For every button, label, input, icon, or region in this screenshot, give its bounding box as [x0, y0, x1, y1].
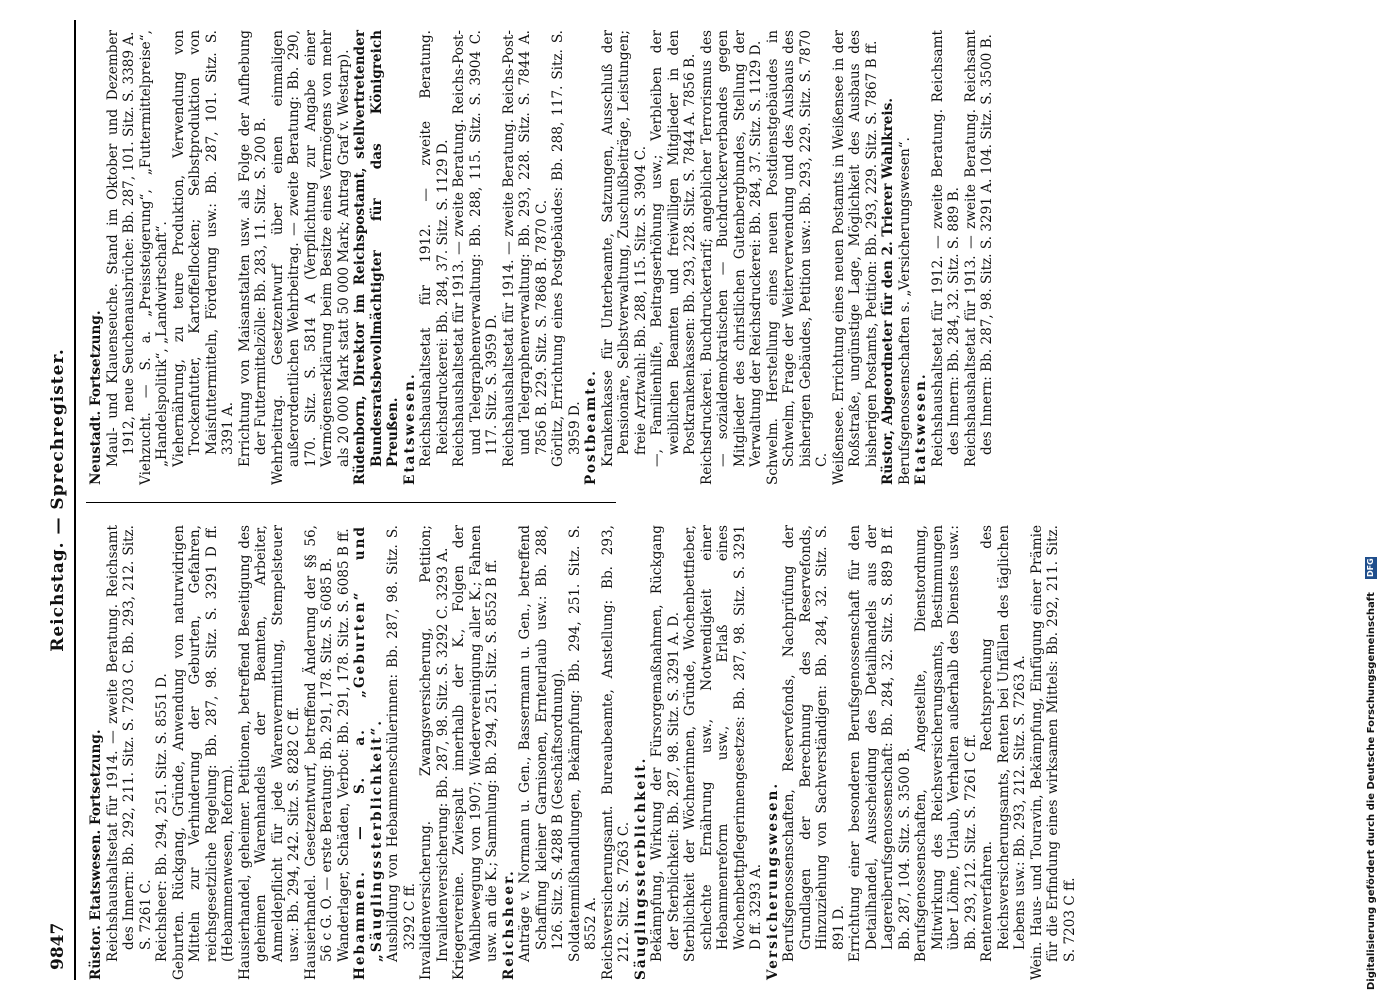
column-divider	[86, 502, 616, 503]
entry-line: Hausierhandel, geheimer. Petitionen, betreffend Beseitigung des geheimen Warenhandels der Beamten, Arbeiter, Anmeldepflicht für jede Warenvermittlung, Stempelsteuer usw.: Bb. 294, 242. Sitz. S. 8282 C ff.	[236, 525, 302, 980]
entry-line: Reichshaushaltsetat für 1914. — zweite Beratung. Reichs-Post- und Telegraphenverwaltung: Bb. 293, 228. Sitz. S. 7844 A. 7856 B. 229. Sitz. S. 7868 B. 7870 C.	[500, 30, 550, 467]
entry-line: Wein. Haus- und Touravin, Bekämpfung, Einfügung einer Prämie für die Erfindung eines wirksamen Mittels: Bb. 292, 211. Sitz. S. 7203 C ff.	[1028, 525, 1078, 980]
entry-line: Reichshaushaltsetat für 1913. — zweite Beratung. Reichsamt des Innern: Bb. 287, 98. Sitz. S. 3291 A. 104. Sitz. S. 3500 B.	[962, 30, 995, 467]
entry-line: Berufsgenossenschaften, Angestellte, Dienstordnung, Mitwirkung des Reichsversicherungsamts, Bestimmungen über Löhne, Urlaub, Verhalten außerhalb des Dienstes usw.: Bb. 293, 212. Sitz. S. 7261 C ff.	[913, 525, 979, 962]
page-number: 9847	[48, 922, 68, 970]
entry-line: Berufsgenossenschaften, Reservefonds, Nachprüfung der Grundlagen der Berechnung des Reservefonds, Hinzuziehung von Sachverständigen: Bb. 284, 32. Sitz. S. 891 D.	[781, 525, 847, 962]
entry-line: Görlitz, Errichtung eines Postgebäudes: Bb. 288, 117. Sitz. S. 3959 D.	[550, 30, 583, 467]
entry-line: Schwelm. Herstellung eines neuen Postdienstgebäudes in Schwelm, Frage der Weiterverwendung und des Ausbaus des bisherigen Gebäudes, Petition usw.: Bb. 293, 229. Sitz. S. 7870 C.	[764, 30, 830, 485]
entry-line: Krankenkasse für Unterbeamte, Satzungen, Ausschluß der Pensionäre, Selbstverwaltung, Zuschußbeiträge, Leistungen; freie Arztwahl: Bb. 288, 115. Sitz. S. 3904 C.	[599, 30, 649, 467]
subject-heading: Reichsheer.	[500, 869, 517, 980]
entry-line: Reichsversicherungsamt. Bureaubeamte, Anstellung: Bb. 293, 212. Sitz. S. 7263 C.	[599, 525, 632, 980]
subject-heading: Versicherungswesen.	[764, 781, 781, 980]
entry-line: Geburten. Rückgang, Gründe, Anwendung von naturwidrigen Mitteln zur Verhinderung der Geburten, Gefahren, reichsgesetzliche Regelung: Bb. 287, 98. Sitz. S. 3291 D ff. (Hebammenwesen, Reform).	[170, 525, 236, 980]
entry-heading: Neustadt. Fortsetzung.	[88, 310, 104, 485]
entry-line: Viehernährung, zu teure Produktion, Verwendung von Trockenfutter, Kartoffelflocken; Selbstproduktion von Maisfuttermitteln, Förderung usw.: Bb. 287, 101. Sitz. S. 3391 A.	[170, 30, 236, 467]
entry-line: Reichsheer: Bb. 294, 251. Sitz. S. 8551 D.	[154, 673, 170, 962]
column-right	[88, 30, 1288, 485]
subject-heading: Etatswesen.	[401, 372, 418, 485]
entry-line: Reichshaushaltsetat für 1912. — zweite Beratung. Reichsamt des Innern: Bb. 284, 32. Sitz. S. 889 B.	[929, 30, 962, 467]
entry-line: Wanderlager, Schäden, Verbot: Bb. 291, 178. Sitz. S. 6085 B ff.	[335, 528, 352, 962]
entry-heading: Rüdenborn, Direktor im Reichspostamt, stellvertretender Bundesratsbevollmächtigter für das Königreich Preußen.	[352, 30, 401, 485]
entry-line: Berufsgenossenschaften s. „Versicherungswesen“.	[896, 137, 913, 485]
dfg-logo: DFG	[1366, 558, 1375, 577]
entry-line: Reichsdruckerei. Buchdruckertarif; angeblicher Terrorismus des — sozialdemokratischen — Buchdruckerverbandes gegen Mitglieder des christlichen Gutenbergbundes, Stellung der Verwaltung der Reichsdruckerei: Bb. 284, 37. Sitz. S. 1129 D.	[698, 30, 764, 485]
page-header	[44, 20, 76, 980]
entry-line: Hausierhandel. Gesetzentwurf, betreffend Änderung der §§ 56, 56 c G. O. — erste Beratung: Bb. 291, 178. Sitz. S. 6085 B.	[302, 525, 335, 980]
entry-heading: Rüstor. Etatswesen. Fortsetzung.	[88, 729, 104, 980]
entry-line: Maul- und Klauenseuche. Stand im Oktober und Dezember 1912, neue Seuchenausbrüche: Bb. 287, 101. Sitz. S. 3389 A.	[104, 30, 137, 467]
entry-heading: Rüstor, Abgeordneter für den 2. Trierer Wahlkreis.	[880, 98, 896, 485]
entry-line: Rentenverfahren. Rechtsprechung des Reichsversicherungsamts, Renten bei Unfällen des täglichen Lebens usw.: Bb. 293, 212. Sitz. S. 7263 A.	[979, 525, 1028, 962]
entry-line: Sterblichkeit der Wöchnerinnen, Gründe, Wochenbettfieber, schlechte Ernährung usw., Notwendigkeit einer Hebammenreform usw., Erlaß eines Wochenbettpflegerinnengesetzes: Bb. 287, 98. Sitz. S. 3291 D ff. 3293 A.	[682, 525, 764, 962]
digitization-footer	[1365, 10, 1377, 990]
running-title: Reichstag. — Sprechregister.	[48, 348, 68, 652]
entry-line: Weißensee. Errichtung eines neuen Postamts in Weißensee in der Roßstraße, ungünstige Lage, Möglichkeit des Ausbaus des bisherigen Postamts, Petition: Bb. 293, 229. Sitz. S. 7867 B ff.	[830, 30, 880, 485]
entry-line: Wehrbeitrag. Gesetzentwurf über einen einmaligen außerordentlichen Wehrbeitrag. — zweite Beratung: Bb. 290, 170. Sitz. S. 5814 A (Verpflichtung zur Angabe einer Vermögenserklärung beim Besitze eines Vermögens von mehr als 20 000 Mark statt 50 000 Mark; Antrag Graf v. Westarp).	[269, 30, 352, 485]
entry-line: Errichtung von Maisanstalten usw. als Folge der Aufhebung der Futtermittelzölle: Bb. 283, 11. Sitz. S. 200 B.	[236, 30, 269, 467]
entry-line: Errichtung einer besonderen Berufsgenossenschaft für den Detailhandel, Ausscheidung des Detailhandels aus der Lagereiberufsgenossenschaft: Bb. 284, 32. Sitz. S. 889 B ff. Bb. 287, 104. Sitz. S. 3500 B.	[847, 525, 913, 962]
subject-heading: Hebammen. — S. a. „Geburten“ und „Säuglingssterblichkeit“.	[352, 525, 385, 980]
subject-heading: Postbeamte.	[583, 369, 599, 485]
entry-line: Invalidenversicherung. Zwangsversicherung, Petition; Invalidenversicherung: Bb. 287, 98. Sitz. S. 3292 C. 3293 A.	[418, 525, 451, 980]
entry-line: Soldatenmißhandlungen, Bekämpfung: Bb. 294, 251. Sitz. S. 8552 A.	[566, 525, 599, 962]
entry-line: Reichshaushaltsetat für 1912. — zweite Beratung. Reichsdruckerei: Bb. 284, 37. Sitz. S. 1129 D.	[418, 30, 451, 467]
entry-line: —, Familienhilfe, Beitragserhöhung usw.; Verbleiben der weiblichen Beamten und freiwilligen Mitglieder in den Postkrankenkassen: Bb. 293, 228. Sitz. S. 7844 A. 7856 B.	[649, 30, 698, 467]
subject-heading: Etatswesen.	[913, 372, 929, 485]
subject-heading: Säuglingssterblichkeit.	[632, 756, 649, 980]
entry-line: Viehzucht. — S. a. „Preissteigerung“, „Futtermittelpreise“, „Handelspolitik“, „Landwirtschaft“.	[137, 30, 170, 485]
footer-text: Digitalisierung gefördert durch die Deutsche Forschungsgemeinschaft	[1366, 592, 1377, 990]
entry-line: Ausbildung von Hebammenschülerinnen: Bb. 287, 98. Sitz. S. 3292 C ff.	[385, 525, 418, 962]
entry-line: Reichshaushaltsetat für 1914. — zweite Beratung. Reichsamt des Innern: Bb. 292, 211. Sitz. S. 7203 C. Bb. 293, 212. Sitz. S. 7261 C.	[104, 525, 154, 962]
entry-line: Anträge v. Normann u. Gen., Bassermann u. Gen., betreffend Schaffung kleiner Garnisonen, Ernteurlaub usw.: Bb. 288, 126. Sitz. S. 4288 B (Geschäftsordnung).	[517, 525, 566, 962]
column-left	[88, 525, 1288, 980]
entry-line: Kriegervereine. Zwiespalt innerhalb der K., Folgen der Wahlbewegung von 1907; Wiedervereinigung aller K.; Fahnen usw. an die K.; Sammlung: Bb. 294, 251. Sitz. S. 8552 B ff.	[451, 525, 500, 980]
entry-line: Reichshaushaltsetat für 1913. — zweite Beratung. Reichs-Post- und Telegraphenverwaltung: Bb. 288, 115. Sitz. S. 3904 C. 117. Sitz. S. 3959 D.	[451, 30, 500, 467]
entry-line: Bekämpfung, Wirkung der Fürsorgemaßnahmen, Rückgang der Sterblichkeit: Bb. 287, 98. Sitz. S. 3291 A. D.	[649, 525, 682, 962]
